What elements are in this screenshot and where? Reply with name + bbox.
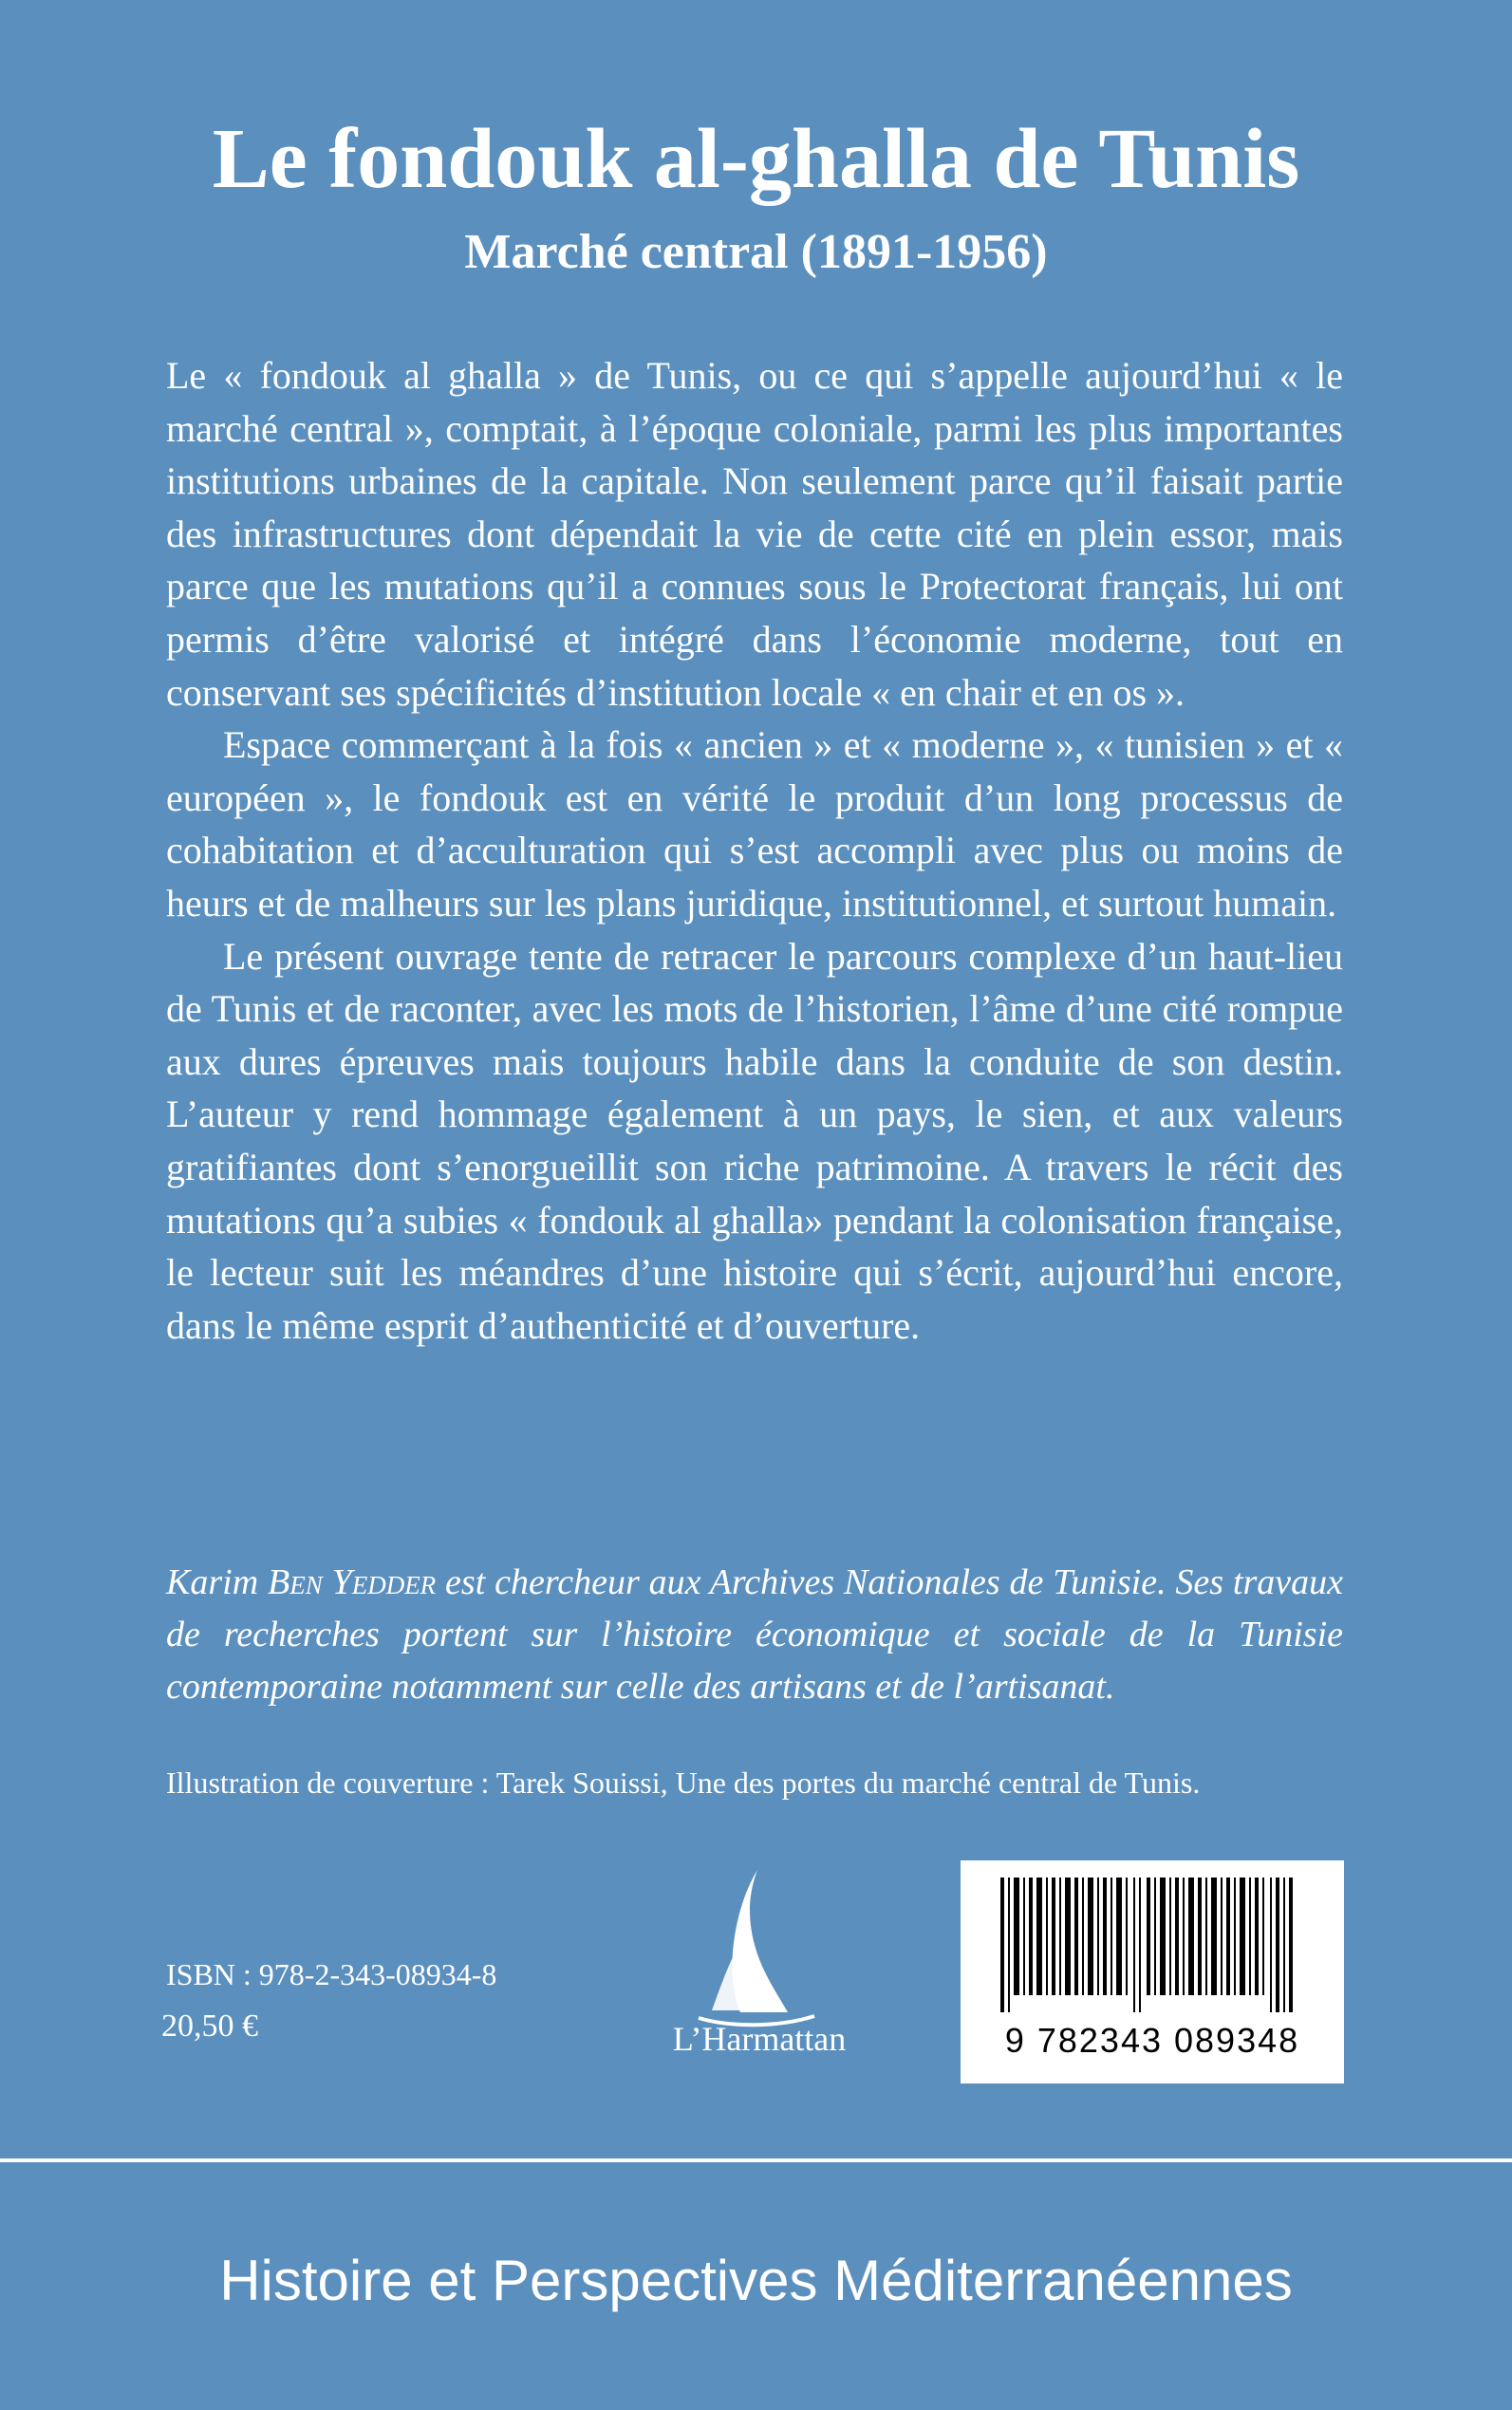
price-label: 20,50 € [161,2008,258,2044]
series-name: Histoire et Perspectives Méditerranéennes [219,2249,1293,2312]
back-cover-description [166,349,1343,1352]
book-title: Le fondouk al-ghalla de Tunis [212,112,1300,206]
barcode-digits: 9 782343 089348 [1004,2021,1300,2060]
description-paragraph-2: Espace commerçant à la fois « ancien » et « moderne », « tunisien » et « européen », le fondouk est en vérité le produit d’un long processus de cohabitation et d’acculturation qui s’est accompli avec plus ou moins de heurs et de malheurs sur les plans juridique, institutionnel, et surtout humain. [166,723,1343,925]
author-bio-text: est chercheur aux Archives Nationales de Tunisie. Ses travaux de recherches portent sur l’histoire économique et sociale de la Tunisie contemporaine notamment sur celle des artisans et de l’artisanat. [166,1562,1344,1707]
author-bio [166,1557,1343,1713]
description-paragraph-1: Le « fondouk al ghalla » de Tunis, ou ce qui s’appelle aujourd’hui « le marché central », comptait, à l’époque coloniale, parmi les plus importantes institutions urbaines de la capitale. Non seulement parce qu’il faisait partie des infrastructures dont dépendait la vie de cette cité en plein essor, mais parce que les mutations qu’il a connues sous le Protectorat français, lui ont permis d’être valorisé et intégré dans l’économie moderne, tout en conservant ses spécificités d’institution locale « en chair et en os ». [166,354,1343,714]
description-paragraph-3: Le présent ouvrage tente de retracer le parcours complexe d’un haut-lieu de Tunis et de raconter, avec les mots de l’historien, l’âme d’une cité rompue aux dures épreuves mais toujours habile dans la conduite de son destin. L’auteur y rend hommage également à un pays, le sien, et aux valeurs gratifiantes dont s’enorgueillit son riche patrimoine. A travers le récit des mutations qu’a subies « fondouk al ghalla» pendant la colonisation française, le lecteur suit les méandres d’une histoire qui s’écrit, aujourd’hui encore, dans le même esprit d’authenticité et d’ouverture. [166,934,1343,1347]
isbn-label: ISBN : 978-2-343-08934-8 [166,1957,497,1991]
publisher-name: L’Harmattan [672,2020,847,2058]
author-last-name: Ben Yedder [268,1562,437,1602]
author-first-name: Karim [166,1562,268,1602]
barcode-bars [961,1860,1344,2022]
book-subtitle: Marché central (1891-1956) [464,225,1048,279]
illustration-credit: Illustration de couverture : Tarek Souissi, Une des portes du marché central de Tunis. [166,1765,1201,1800]
series-divider [0,2158,1512,2162]
